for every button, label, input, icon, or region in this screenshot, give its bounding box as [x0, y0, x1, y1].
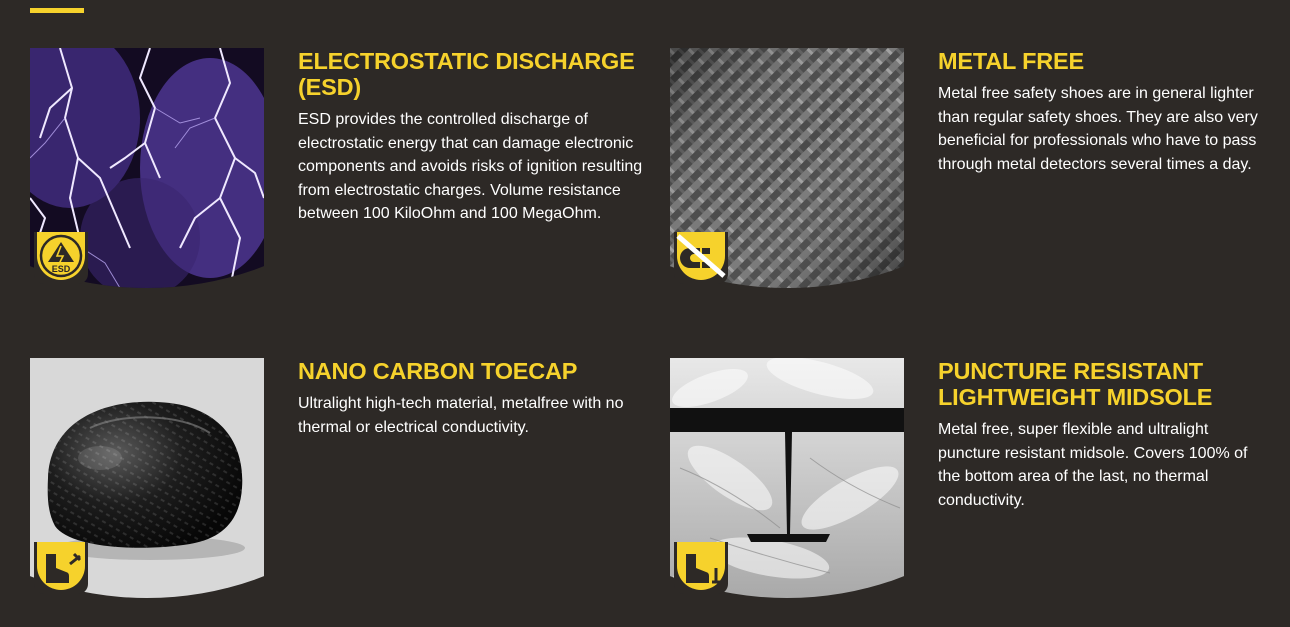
esd-badge	[34, 232, 88, 284]
esd-icon	[34, 232, 88, 284]
feature-title: NANO CARBON TOECAP	[298, 358, 578, 384]
accent-bar	[30, 8, 84, 13]
esd-badge-label: ESD	[51, 264, 71, 274]
feature-title: METAL FREE	[938, 48, 1084, 74]
feature-description: Ultralight high-tech material, metalfree with no thermal or electrical conductivity.	[298, 395, 624, 436]
no-magnet-icon	[674, 232, 728, 284]
feature-title: ELECTROSTATIC DISCHARGE (ESD)	[298, 48, 635, 100]
feature-title: PUNCTURE RESISTANT LIGHTWEIGHT MIDSOLE	[938, 358, 1213, 410]
metal-free-badge	[674, 232, 728, 284]
boot-impact-icon	[34, 542, 88, 594]
toecap-badge	[34, 542, 88, 594]
midsole-badge	[674, 542, 728, 594]
feature-description: Metal free safety shoes are in general lighter than regular safety shoes. They are also very beneficial for professionals who have to pass through metal detectors several times a day.	[938, 85, 1258, 173]
feature-description: ESD provides the controlled discharge of electrostatic energy that can damage electronic components and avoids risks of ignition resulting from electrostatic charges. Volume resistance between 100 KiloOhm and 100 MegaOhm.	[298, 111, 643, 222]
boot-nail-icon	[674, 542, 728, 594]
feature-description: Metal free, super flexible and ultralight puncture resistant midsole. Covers 100% of the bottom area of the last, no thermal conductivity.	[938, 421, 1248, 509]
